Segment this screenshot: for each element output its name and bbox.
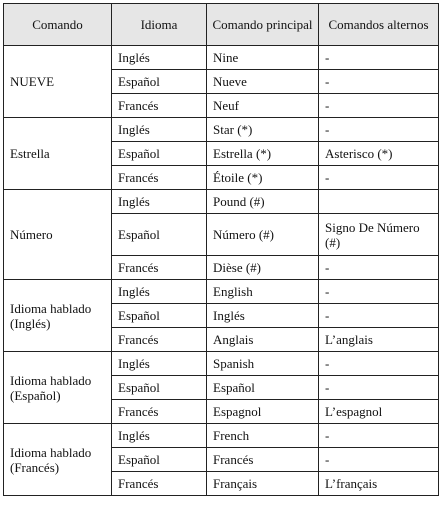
language-cell: Español xyxy=(112,70,207,94)
language-cell: Español xyxy=(112,142,207,166)
header-command: Comando xyxy=(4,4,112,46)
alt-command-cell: - xyxy=(319,304,439,328)
alt-command-cell: L’espagnol xyxy=(319,400,439,424)
main-command-cell: French xyxy=(207,424,319,448)
alt-command-cell: - xyxy=(319,118,439,142)
main-command-cell: Espagnol xyxy=(207,400,319,424)
table-row xyxy=(4,424,439,448)
command-cell: Número xyxy=(4,190,112,280)
voice-command-table-container xyxy=(3,3,439,496)
alt-command-cell: - xyxy=(319,166,439,190)
language-cell: Inglés xyxy=(112,280,207,304)
table-header-row xyxy=(4,4,439,46)
command-cell: Idioma hablado (Francés) xyxy=(4,424,112,496)
alt-command-cell: Asterisco (*) xyxy=(319,142,439,166)
language-cell: Francés xyxy=(112,472,207,496)
header-main-command: Comando principal xyxy=(207,4,319,46)
alt-command-cell: - xyxy=(319,94,439,118)
header-alternate-commands: Comandos alternos xyxy=(319,4,439,46)
language-cell: Francés xyxy=(112,166,207,190)
alt-command-cell: L’anglais xyxy=(319,328,439,352)
table-row xyxy=(4,280,439,304)
main-command-cell: Nueve xyxy=(207,70,319,94)
main-command-cell: Estrella (*) xyxy=(207,142,319,166)
alt-command-cell: - xyxy=(319,70,439,94)
command-cell: Idioma hablado (Inglés) xyxy=(4,280,112,352)
command-cell: Idioma hablado (Español) xyxy=(4,352,112,424)
voice-command-table xyxy=(3,3,439,496)
main-command-cell: Anglais xyxy=(207,328,319,352)
main-command-cell: Español xyxy=(207,376,319,400)
main-command-cell: Étoile (*) xyxy=(207,166,319,190)
main-command-cell: Dièse (#) xyxy=(207,256,319,280)
language-cell: Español xyxy=(112,214,207,256)
main-command-cell: Número (#) xyxy=(207,214,319,256)
main-command-cell: Star (*) xyxy=(207,118,319,142)
alt-command-cell: - xyxy=(319,256,439,280)
alt-command-cell xyxy=(319,190,439,214)
main-command-cell: Spanish xyxy=(207,352,319,376)
language-cell: Francés xyxy=(112,256,207,280)
table-row xyxy=(4,190,439,214)
alt-command-cell: Signo De Número (#) xyxy=(319,214,439,256)
main-command-cell: Français xyxy=(207,472,319,496)
main-command-cell: Inglés xyxy=(207,304,319,328)
main-command-cell: Francés xyxy=(207,448,319,472)
main-command-cell: Neuf xyxy=(207,94,319,118)
table-row xyxy=(4,46,439,70)
language-cell: Español xyxy=(112,448,207,472)
table-row xyxy=(4,352,439,376)
alt-command-cell: - xyxy=(319,424,439,448)
language-cell: Francés xyxy=(112,328,207,352)
language-cell: Inglés xyxy=(112,190,207,214)
command-cell: NUEVE xyxy=(4,46,112,118)
language-cell: Español xyxy=(112,376,207,400)
main-command-cell: Pound (#) xyxy=(207,190,319,214)
language-cell: Inglés xyxy=(112,424,207,448)
alt-command-cell: - xyxy=(319,448,439,472)
alt-command-cell: - xyxy=(319,376,439,400)
alt-command-cell: - xyxy=(319,352,439,376)
language-cell: Inglés xyxy=(112,118,207,142)
language-cell: Inglés xyxy=(112,46,207,70)
alt-command-cell: - xyxy=(319,280,439,304)
command-cell: Estrella xyxy=(4,118,112,190)
main-command-cell: English xyxy=(207,280,319,304)
language-cell: Inglés xyxy=(112,352,207,376)
header-language: Idioma xyxy=(112,4,207,46)
table-row xyxy=(4,118,439,142)
alt-command-cell: - xyxy=(319,46,439,70)
language-cell: Francés xyxy=(112,400,207,424)
language-cell: Francés xyxy=(112,94,207,118)
language-cell: Español xyxy=(112,304,207,328)
main-command-cell: Nine xyxy=(207,46,319,70)
alt-command-cell: L’français xyxy=(319,472,439,496)
